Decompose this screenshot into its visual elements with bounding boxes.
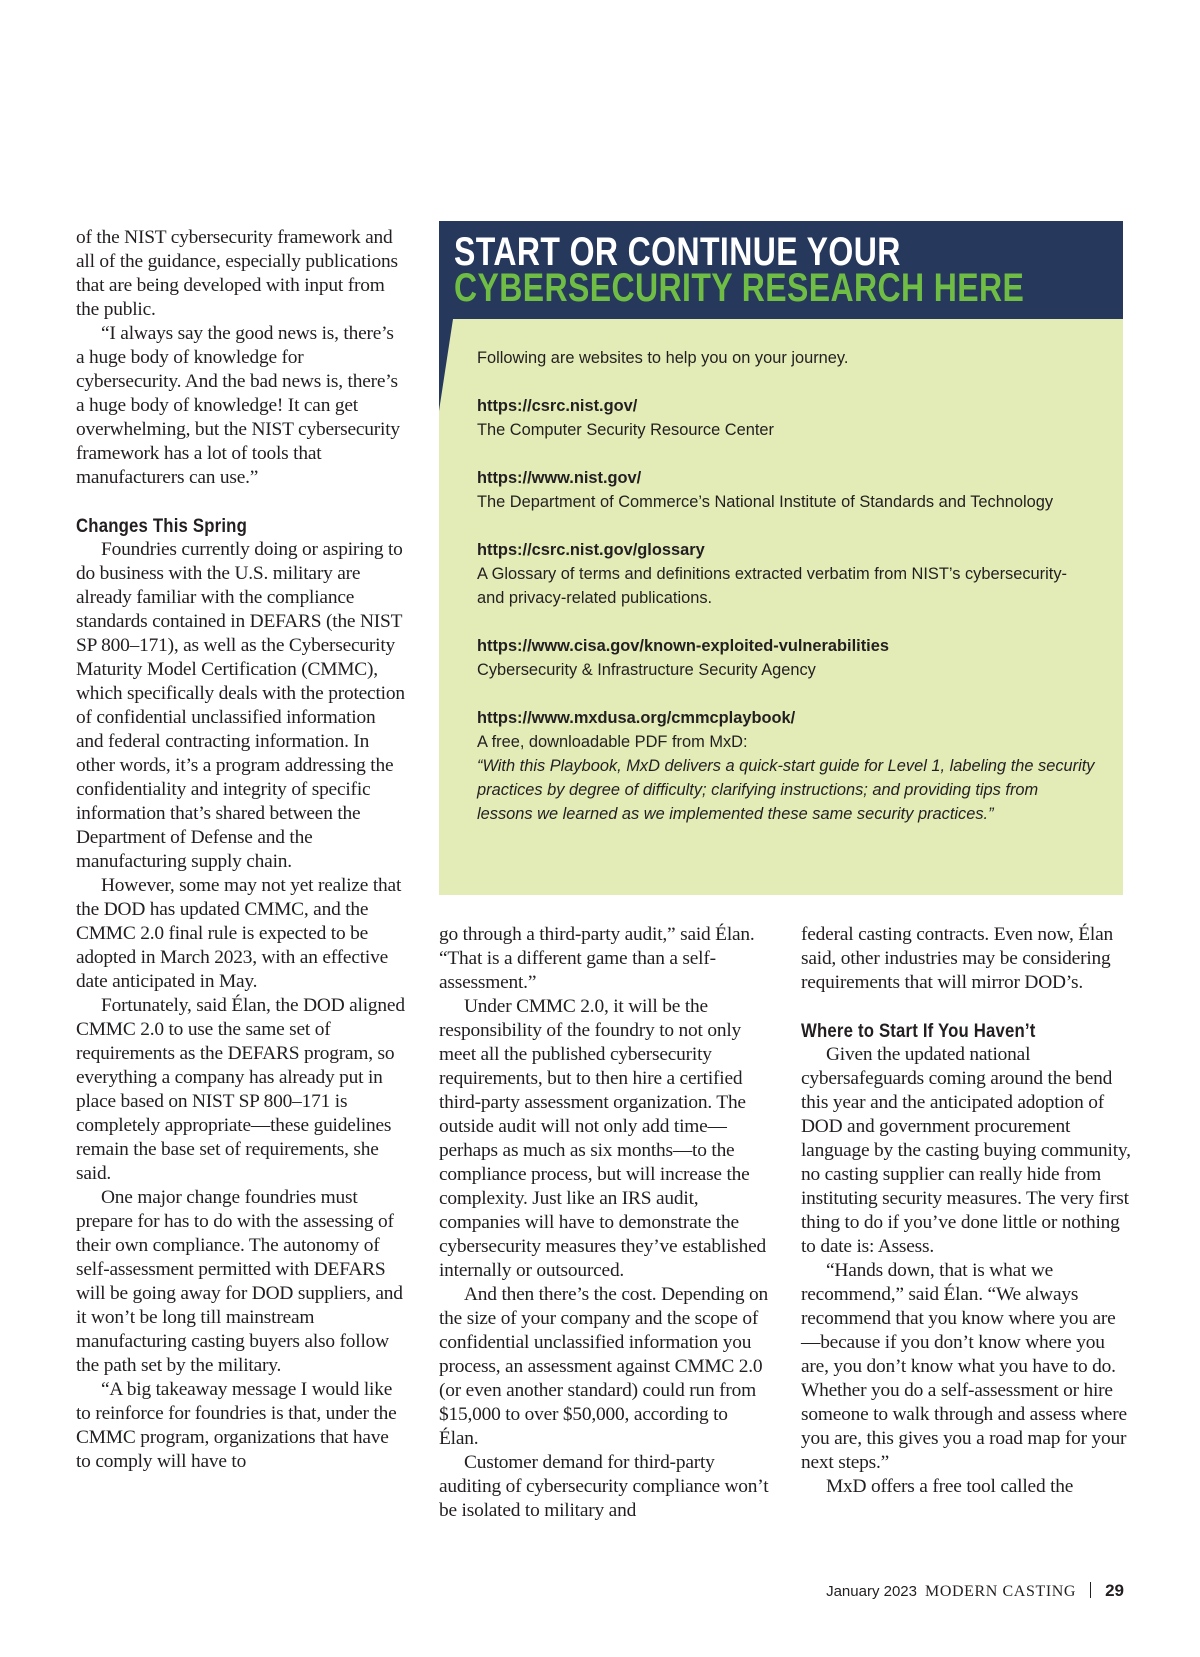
article-column-2 bbox=[439, 923, 769, 1523]
paragraph: Foundries currently doing or aspiring to do business with the U.S. military are already familiar with the compliance standards contained in DEFARS (the NIST SP 800–171), as well as the Cybersecurity Maturity Model Certification (CMMC), which specifically deals with the protection of confidential unclassified information and federal contracting information. In other words, it’s a program addressing the confidentiality and integrity of specific information that’s shared between the Department of Defense and the manufacturing supply chain. bbox=[76, 539, 405, 872]
paragraph: Under CMMC 2.0, it will be the responsibility of the foundry to not only meet all the published cybersecurity requirements, but to then hire a certified third-party assessment organization. The outside audit will not only add time—perhaps as much as six months—to the compliance process, but will increase the complexity. Just like an IRS audit, companies will have to demonstrate the cybersecurity measures they’ve established internally or outsourced. bbox=[439, 996, 767, 1281]
paragraph: Given the updated national cybersafeguards coming around the bend this year and the anticipated adoption of DOD and government procurement language by the casting buying community, no casting supplier can really hide from instituting security measures. The very first thing to do if you’ve done little or nothing to date is: Assess. bbox=[801, 1044, 1131, 1257]
resource-link[interactable]: https://www.nist.gov/ bbox=[477, 469, 642, 487]
section-heading: Where to Start If You Haven’t bbox=[801, 1020, 1036, 1042]
resource-description: A Glossary of terms and definitions extracted verbatim from NIST’s cybersecurity- and privacy-related publications. bbox=[477, 565, 1067, 607]
issue-date: January 2023 bbox=[826, 1583, 917, 1600]
page-footer bbox=[826, 1580, 1124, 1603]
paragraph: And then there’s the cost. Depending on the size of your company and the scope of confidential unclassified information you process, an assessment against CMMC 2.0 (or even another standard) could run from $15,000 to over $50,000, according to Élan. bbox=[439, 1284, 768, 1449]
resource-quote: “With this Playbook, MxD delivers a quick-start guide for Level 1, labeling the security practices by degree of difficulty; clarifying instructions; and providing tips from lessons we learned as we implemented these same security practices.” bbox=[477, 757, 1095, 823]
resource-item bbox=[477, 466, 1097, 514]
sidebar-intro: Following are websites to help you on your journey. bbox=[477, 349, 849, 367]
paragraph: “Hands down, that is what we recommend,” said Élan. “We always recommend that you know where you are—because if you don’t know where you are, you don’t know what you have to do. Whether you do a self-assessment or hire someone to walk through and assess where you are, this gives you a road map for your next steps.” bbox=[801, 1260, 1127, 1473]
paragraph: go through a third-party audit,” said Élan. “That is a different game than a self-assessment.” bbox=[439, 924, 755, 993]
paragraph: One major change foundries must prepare for has to do with the assessing of their own compliance. The autonomy of self-assessment permitted with DEFARS will be going away for DOD suppliers, and it won’t be long till mainstream manufacturing casting buyers also follow the path set by the military. bbox=[76, 1187, 403, 1376]
paragraph: Customer demand for third-party auditing of cybersecurity compliance won’t be isolated to military and bbox=[439, 1452, 769, 1521]
paragraph: “I always say the good news is, there’s a huge body of knowledge for cybersecurity. And the bad news is, there’s a huge body of knowledge! It can get overwhelming, but the NIST cybersecurity framework has a lot of tools that manufacturers can use.” bbox=[76, 323, 400, 488]
resource-item bbox=[477, 634, 1097, 682]
section-heading: Changes This Spring bbox=[76, 515, 247, 537]
footer-divider bbox=[1090, 1582, 1091, 1598]
paragraph: MxD offers a free tool called the bbox=[826, 1476, 1074, 1497]
resource-link[interactable]: https://csrc.nist.gov/ bbox=[477, 397, 638, 415]
resource-item bbox=[477, 538, 1097, 610]
magazine-name: MODERN CASTING bbox=[925, 1583, 1077, 1600]
resource-description: Cybersecurity & Infrastructure Security Agency bbox=[477, 661, 816, 679]
resource-link[interactable]: https://csrc.nist.gov/glossary bbox=[477, 541, 705, 559]
article-column-1 bbox=[76, 226, 406, 1474]
paragraph: Fortunately, said Élan, the DOD aligned CMMC 2.0 to use the same set of requirements as the DEFARS program, so everything a company has already put in place based on NIST SP 800–171 is completely appropriate—these guidelines remain the base set of requirements, she said. bbox=[76, 995, 405, 1184]
sidebar-header-notch bbox=[439, 319, 453, 411]
page-number: 29 bbox=[1105, 1581, 1124, 1600]
resource-item bbox=[477, 394, 1097, 442]
resource-description: The Computer Security Resource Center bbox=[477, 421, 774, 439]
resource-item bbox=[477, 706, 1097, 826]
resource-description: The Department of Commerce’s National Institute of Standards and Technology bbox=[477, 493, 1054, 511]
resource-link[interactable]: https://www.cisa.gov/known-exploited-vulnerabilities bbox=[477, 637, 889, 655]
paragraph: federal casting contracts. Even now, Élan said, other industries may be considering requirements that will mirror DOD’s. bbox=[801, 924, 1113, 993]
article-column-3 bbox=[801, 923, 1131, 1499]
paragraph: of the NIST cybersecurity framework and all of the guidance, especially publications that are being developed with input from the public. bbox=[76, 227, 398, 320]
sidebar-title-line-1: START OR CONTINUE YOUR bbox=[454, 230, 901, 274]
resource-description: A free, downloadable PDF from MxD: bbox=[477, 733, 748, 751]
paragraph: “A big takeaway message I would like to reinforce for foundries is that, under the CMMC program, organizations that have to comply will have to bbox=[76, 1379, 397, 1472]
resource-link[interactable]: https://www.mxdusa.org/cmmcplaybook/ bbox=[477, 709, 796, 727]
paragraph: However, some may not yet realize that the DOD has updated CMMC, and the CMMC 2.0 final rule is expected to be adopted in March 2023, with an effective date anticipated in May. bbox=[76, 875, 402, 992]
sidebar-content bbox=[477, 346, 1097, 850]
sidebar-title-line-2: CYBERSECURITY RESEARCH HERE bbox=[454, 266, 1025, 310]
